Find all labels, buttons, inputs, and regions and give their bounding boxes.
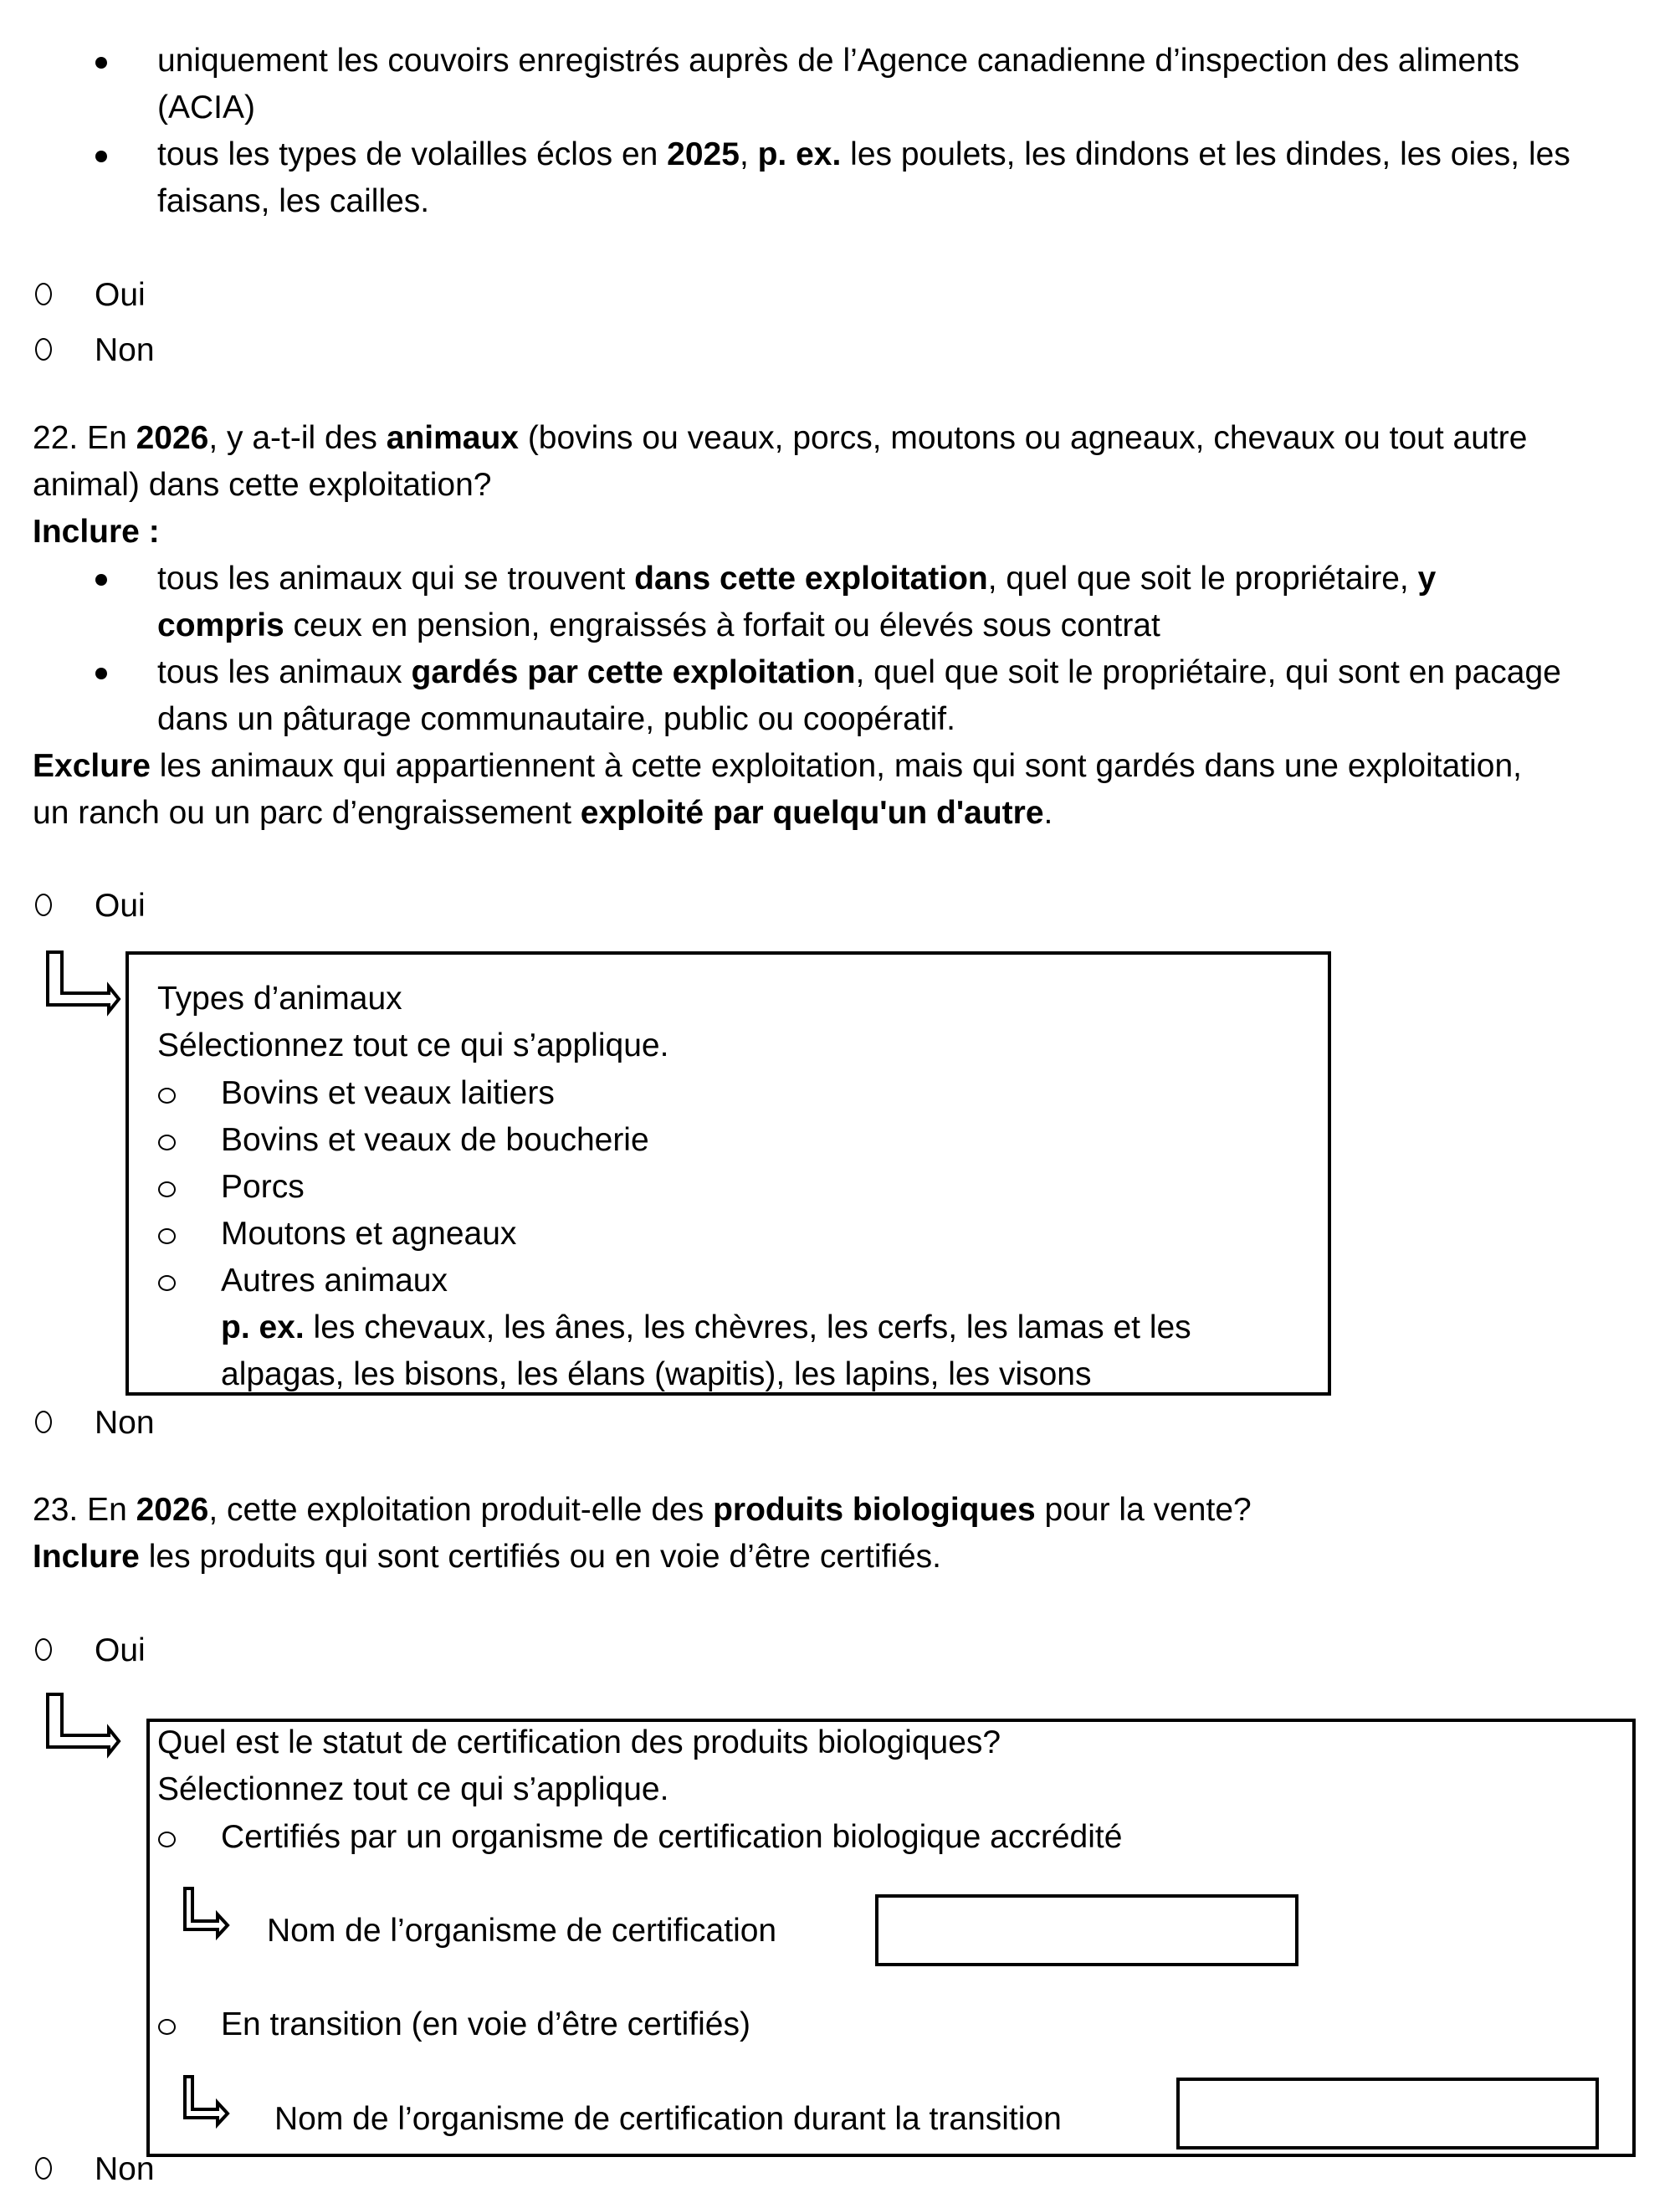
- bullet-dot: [95, 57, 107, 69]
- q22-include-bullet-1-line2: compris ceux en pension, engraissés à forfait ou élevés sous contrat: [157, 607, 1160, 643]
- checkbox-beef-cattle[interactable]: [158, 1135, 176, 1150]
- follow-up-arrow-icon: [45, 950, 120, 1017]
- q21-no-radio[interactable]: [35, 338, 52, 361]
- q22-yes-radio[interactable]: [35, 894, 52, 916]
- animal-type-pigs-label: Porcs: [221, 1169, 305, 1205]
- q22-question-line2: animal) dans cette exploitation?: [33, 467, 492, 503]
- animal-type-sheep-label: Moutons et agneaux: [221, 1216, 517, 1252]
- q22-yes-label: Oui: [95, 888, 146, 924]
- checkbox-other-animals[interactable]: [158, 1275, 176, 1291]
- q23-yes-label: Oui: [95, 1632, 146, 1668]
- transition-certifier-name-input[interactable]: [1176, 2078, 1599, 2149]
- q22-no-radio[interactable]: [35, 1411, 52, 1433]
- q23-question-line2: Inclure les produits qui sont certifiés ou en voie d’être certifiés.: [33, 1539, 942, 1575]
- certified-option-label: Certifiés par un organisme de certification biologique accrédité: [221, 1819, 1123, 1855]
- bullet-dot: [95, 574, 107, 586]
- q22-include-bullet-2-line1: tous les animaux gardés par cette exploitation, quel que soit le propriétaire, qui sont en pacage: [157, 654, 1561, 690]
- q22-question-line1: 22. En 2026, y a-t-il des animaux (bovins ou veaux, porcs, moutons ou agneaux, chevaux ou tout autre: [33, 420, 1528, 456]
- certifier-name-label: Nom de l’organisme de certification: [267, 1913, 777, 1949]
- transition-certifier-name-label: Nom de l’organisme de certification durant la transition: [274, 2101, 1062, 2137]
- checkbox-certified[interactable]: [158, 1832, 176, 1847]
- bullet-dot: [95, 151, 107, 162]
- q23-question-line1: 23. En 2026, cette exploitation produit-elle des produits biologiques pour la vente?: [33, 1492, 1252, 1528]
- q23-yes-radio[interactable]: [35, 1638, 52, 1661]
- q23-sub-title: Quel est le statut de certification des produits biologiques?: [157, 1724, 1001, 1760]
- q22-no-label: Non: [95, 1405, 155, 1441]
- sub-arrow-icon: [182, 2074, 233, 2129]
- other-animals-example-line1: p. ex. les chevaux, les ânes, les chèvres, les cerfs, les lamas et les: [221, 1309, 1191, 1345]
- animal-type-other-label: Autres animaux: [221, 1263, 448, 1299]
- q22-include-bullet-1-line1: tous les animaux qui se trouvent dans cette exploitation, quel que soit le propriétaire, y: [157, 561, 1437, 597]
- q22-include-label: Inclure :: [33, 514, 160, 550]
- q22-sub-title: Types d’animaux: [157, 981, 402, 1017]
- q21-yes-label: Oui: [95, 277, 146, 313]
- follow-up-arrow-icon: [45, 1692, 120, 1759]
- q23-no-label: Non: [95, 2151, 155, 2187]
- q21-no-label: Non: [95, 332, 155, 368]
- checkbox-in-transition[interactable]: [158, 2019, 176, 2035]
- checkbox-dairy-cattle[interactable]: [158, 1088, 176, 1104]
- animal-type-dairy-label: Bovins et veaux laitiers: [221, 1075, 555, 1111]
- animal-type-beef-label: Bovins et veaux de boucherie: [221, 1122, 649, 1158]
- q22-exclude-line2: un ranch ou un parc d’engraissement exploité par quelqu'un d'autre.: [33, 795, 1053, 831]
- top-bullet-2-line2: faisans, les cailles.: [157, 183, 430, 219]
- other-animals-example-line2: alpagas, les bisons, les élans (wapitis), les lapins, les visons: [221, 1356, 1092, 1392]
- q22-include-bullet-2-line2: dans un pâturage communautaire, public ou coopératif.: [157, 701, 955, 737]
- q22-sub-instruction: Sélectionnez tout ce qui s’applique.: [157, 1027, 669, 1063]
- checkbox-pigs[interactable]: [158, 1181, 176, 1197]
- top-bullet-1-line2: (ACIA): [157, 90, 255, 126]
- q23-no-radio[interactable]: [35, 2157, 52, 2180]
- q23-sub-instruction: Sélectionnez tout ce qui s’applique.: [157, 1771, 669, 1807]
- in-transition-option-label: En transition (en voie d’être certifiés): [221, 2006, 750, 2042]
- top-bullet-2-line1: tous les types de volailles éclos en 2025, p. ex. les poulets, les dindons et les dindes, les oies, les: [157, 136, 1570, 172]
- q21-yes-radio[interactable]: [35, 283, 52, 305]
- bullet-dot: [95, 668, 107, 679]
- checkbox-sheep[interactable]: [158, 1228, 176, 1244]
- certifier-name-input[interactable]: [875, 1894, 1298, 1966]
- top-bullet-1-line1: uniquement les couvoirs enregistrés auprès de l’Agence canadienne d’inspection des aliments: [157, 43, 1520, 79]
- sub-arrow-icon: [182, 1886, 233, 1940]
- q22-exclude-line1: Exclure les animaux qui appartiennent à cette exploitation, mais qui sont gardés dans une exploitation,: [33, 748, 1522, 784]
